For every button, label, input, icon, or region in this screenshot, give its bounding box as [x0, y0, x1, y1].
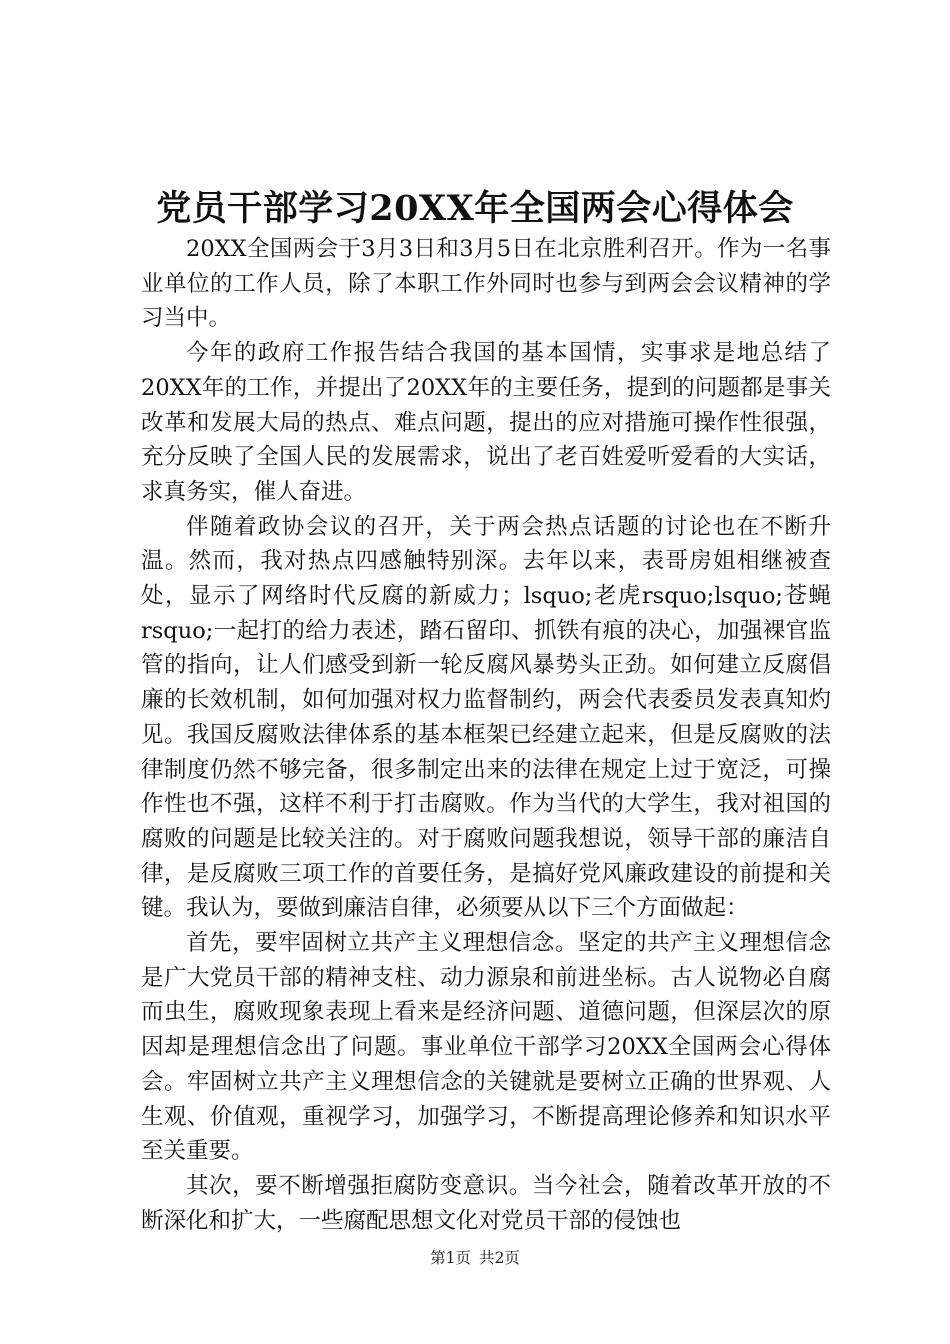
- paragraph: 首先，要牢固树立共产主义理想信念。坚定的共产主义理想信念是广大党员干部的精神支柱、动力源泉和前进坐标。古人说物必自腐而虫生，腐败现象表现上看来是经济问题、道德问题，但深层次的原因却是理想信念出了问题。事业单位干部学习20XX全国两会心得体会。牢固树立共产主义理想信念的关键就是要树立正确的世界观、人生观、价值观，重视学习，加强学习，不断提高理论修养和知识水平至关重要。: [141, 930, 831, 1165]
- page-footer: [0, 1248, 950, 1268]
- paragraph: 伴随着政协会议的召开，关于两会热点话题的讨论也在不断升温。然而，我对热点四感触特别深。去年以来，表哥房姐相继被查处，显示了网络时代反腐的新威力；lsquo;老虎rsquo;lsquo;苍蝇rsquo;一起打的给力表述，踏石留印、抓铁有痕的决心，加强裸官监管的指向，让人们感受到新一轮反腐风暴势头正劲。如何建立反腐倡廉的长效机制，如何加强对权力监督制约，两会代表委员发表真知灼见。我国反腐败法律体系的基本框架已经建立起来，但是反腐败的法律制度仍然不够完备，很多制定出来的法律在规定上过于宽泛，可操作性也不强，这样不利于打击腐败。作为当代的大学生，我对祖国的腐败的问题是比较关注的。对于腐败问题我想说，领导干部的廉洁自律，是反腐败三项工作的首要任务，是搞好党风廉政建设的前提和关键。我认为，要做到廉洁自律，必须要从以下三个方面做起：: [141, 513, 831, 922]
- document-title: 党员干部学习20XX年全国两会心得体会: [156, 188, 794, 229]
- document-body: [141, 232, 831, 1238]
- paragraph: 今年的政府工作报告结合我国的基本国情，实事求是地总结了20XX年的工作，并提出了20XX年的主要任务，提到的问题都是事关改革和发展大局的热点、难点问题，提出的应对措施可操作性很强，充分反映了全国人民的发展需求，说出了老百姓爱听爱看的大实话，求真务实，催人奋进。: [141, 340, 831, 505]
- page-total: 共2页: [479, 1249, 520, 1267]
- paragraph: 其次，要不断增强拒腐防变意识。当今社会，随着改革开放的不断深化和扩大，一些腐配思想文化对党员干部的侵蚀也: [141, 1172, 831, 1234]
- page-number: 第1页: [430, 1249, 471, 1267]
- paragraph: 20XX全国两会于3月3日和3月5日在北京胜利召开。作为一名事业单位的工作人员，除了本职工作外同时也参与到两会会议精神的学习当中。: [141, 236, 831, 332]
